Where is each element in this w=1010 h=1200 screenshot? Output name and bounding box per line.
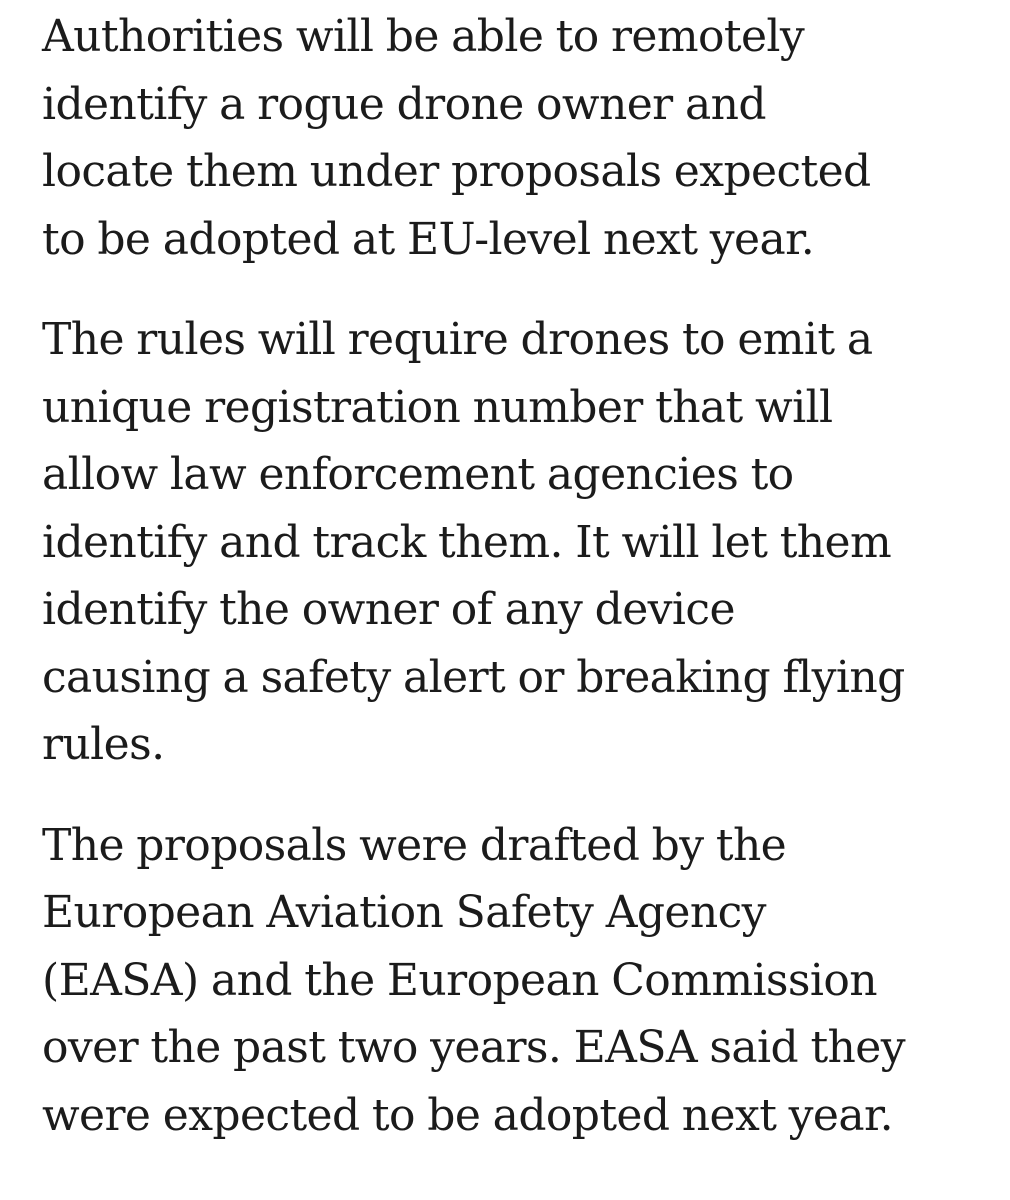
- paragraph-line: identify the owner of any device: [42, 584, 735, 635]
- paragraph-line: causing a safety alert or breaking flying: [42, 651, 905, 703]
- paragraph-line: allow law enforcement agencies to: [42, 449, 794, 500]
- article-paragraph-3: [42, 812, 982, 1150]
- article-paragraph-1: [42, 3, 982, 273]
- article-body: [42, 0, 982, 1149]
- paragraph-line: unique registration number that will: [42, 381, 833, 433]
- paragraph-line: identify a rogue drone owner and: [42, 78, 766, 130]
- paragraph-line: Authorities will be able to remotely: [42, 11, 805, 62]
- paragraph-line: identify and track them. It will let them: [42, 516, 892, 568]
- paragraph-line: were expected to be adopted next year.: [42, 1089, 893, 1141]
- paragraph-line: over the past two years. EASA said they: [42, 1022, 905, 1073]
- paragraph-line: The proposals were drafted by the: [42, 819, 787, 871]
- article-paragraph-2: [42, 306, 982, 779]
- paragraph-line: (EASA) and the European Commission: [42, 954, 877, 1006]
- paragraph-line: The rules will require drones to emit a: [42, 314, 873, 365]
- paragraph-line: European Aviation Safety Agency: [42, 887, 766, 938]
- paragraph-line: rules.: [42, 719, 165, 770]
- paragraph-line: locate them under proposals expected: [42, 146, 871, 197]
- paragraph-line: to be adopted at EU-level next year.: [42, 213, 815, 265]
